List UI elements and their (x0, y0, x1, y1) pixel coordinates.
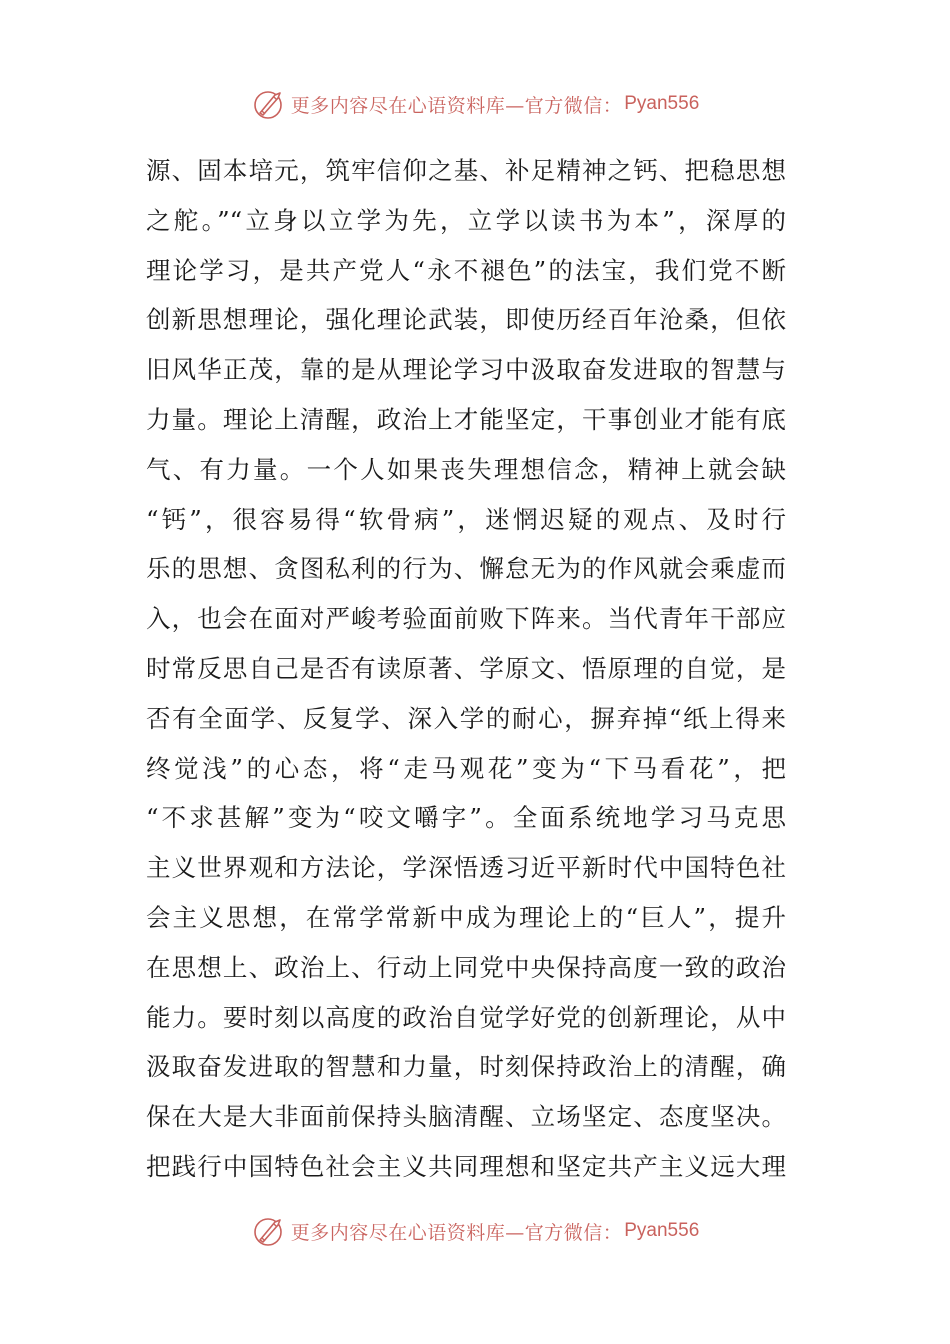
watermark-text: 更多内容尽在心语资料库—官方微信： (290, 1221, 623, 1244)
text-line: 源、固本培元，筑牢信仰之基、补足精神之钙、把稳思想 (146, 156, 786, 185)
footer-watermark (0, 1211, 950, 1251)
watermark-wechat-id: Pyan556 (624, 93, 700, 114)
text-line: 旧风华正茂，靠的是从理论学习中汲取奋发进取的智慧与 (146, 355, 786, 385)
text-line: 否有全面学、反复学、深入学的耐心，摒弃掉“纸上得来 (146, 703, 786, 733)
text-line: 能力。要时刻以高度的政治自觉学好党的创新理论，从中 (146, 1002, 786, 1032)
header-watermark (0, 84, 950, 124)
document-body (146, 146, 786, 1192)
text-line: 乐的思想、贪图私利的行为、懈怠无为的作风就会乘虚而 (146, 554, 786, 584)
text-line: 时常反思自己是否有读原著、学原文、悟原理的自觉，是 (146, 653, 786, 683)
text-line: 在思想上、政治上、行动上同党中央保持高度一致的政治 (146, 952, 786, 982)
text-line: 力量。理论上清醒，政治上才能坚定，干事创业才能有底 (146, 404, 786, 434)
text-line: 理论学习，是共产党人“永不褪色”的法宝，我们党不断 (146, 255, 786, 285)
text-line: 终觉浅”的心态，将“走马观花”变为“下马看花”，把 (146, 753, 786, 783)
text-line: 主义世界观和方法论，学深悟透习近平新时代中国特色社 (146, 853, 786, 883)
text-line: 把践行中国特色社会主义共同理想和坚定共产主义远大理 (146, 1151, 786, 1181)
watermark-wechat-id: Pyan556 (624, 1220, 700, 1241)
text-line: 气、有力量。一个人如果丧失理想信念，精神上就会缺 (146, 454, 786, 484)
text-line: 之舵。”“立身以立学为先，立学以读书为本”，深厚的 (146, 205, 786, 235)
pen-nib-circle-icon (251, 86, 287, 122)
text-line: 汲取奋发进取的智慧和力量，时刻保持政治上的清醒，确 (146, 1052, 786, 1082)
text-line: 会主义思想，在常学常新中成为理论上的“巨人”，提升 (146, 902, 786, 932)
watermark-text: 更多内容尽在心语资料库—官方微信： (290, 94, 623, 117)
text-line: 保在大是大非面前保持头脑清醒、立场坚定、态度坚决。 (146, 1102, 786, 1132)
pen-nib-circle-icon (251, 1213, 287, 1249)
text-line: 创新思想理论，强化理论武装，即使历经百年沧桑，但依 (146, 305, 786, 335)
text-line: “不求甚解”变为“咬文嚼字”。全面系统地学习马克思 (146, 803, 786, 833)
text-line: 入，也会在面对严峻考验面前败下阵来。当代青年干部应 (146, 604, 786, 634)
text-line: “钙”，很容易得“软骨病”，迷惘迟疑的观点、及时行 (146, 504, 786, 534)
